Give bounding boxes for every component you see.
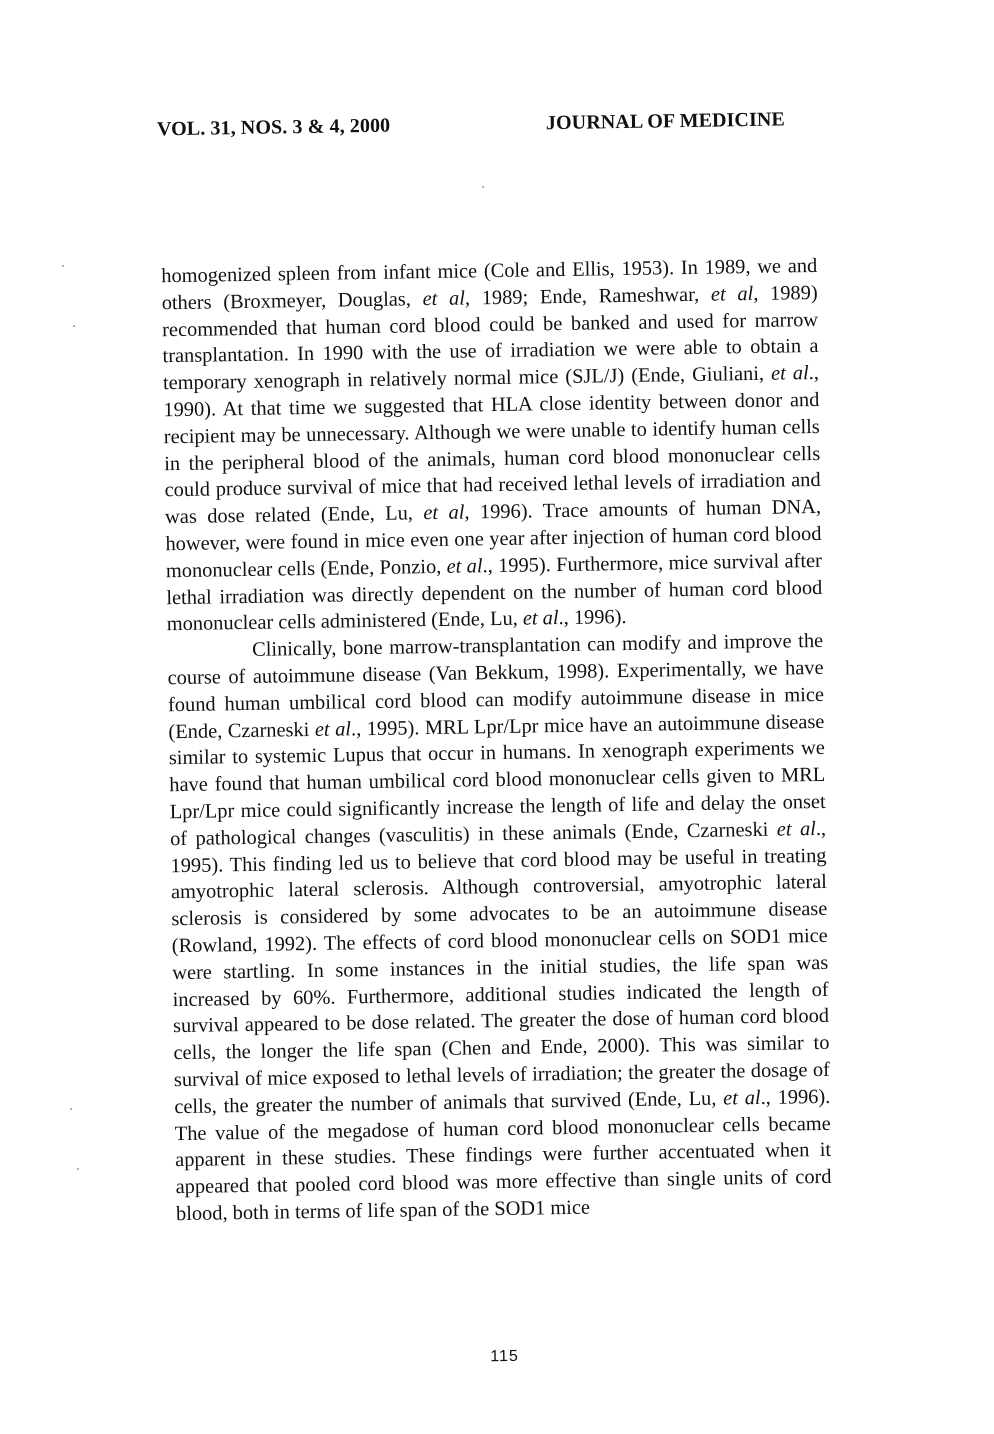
- scan-speck: [62, 265, 64, 267]
- running-header-journal: JOURNAL OF MEDICINE: [545, 108, 786, 135]
- text-run: homogenized spleen from infant mice (Cole and Ellis, 1953). In 1989, we and others (Broxmeyer, Douglas,: [161, 254, 818, 315]
- text-run: ., 1996). The value of the megadose of human cord blood mononuclear cells became apparent in these studies. These findings were further accentuated when it appeared that pooled cord blood was more effective than single units of cord blood, both in terms of life span of the SOD1 mice: [174, 1085, 832, 1226]
- page-number: 115: [490, 1347, 519, 1366]
- scan-speck: [482, 186, 484, 188]
- citation-italic: et al: [770, 362, 809, 385]
- text-run: , 1989) recommended that human cord blood could be banked and used for marrow transplantation. In 1990 with the use of irradiation we were able to obtain a temporary xenograph in relatively normal mice (SJL/J) (Ende, Giuliani,: [161, 281, 819, 395]
- citation-italic: et al: [723, 1086, 761, 1110]
- text-run: , 1989; Ende, Rameshwar,: [464, 283, 712, 310]
- scan-speck: [73, 325, 75, 327]
- scan-speck: [70, 1108, 72, 1110]
- text-run: , 1996). Trace amounts of human DNA, however, were found in mice even one year after injection of human cord blood mononuclear cells (Ende, Ponzio,: [165, 496, 822, 582]
- text-run: ., 1995). Furthermore, mice survival after lethal irradiation was directly dependent on the number of human cord blood mononuclear cells administered (Ende, Lu,: [166, 549, 823, 636]
- text-run: ., 1996).: [558, 606, 627, 630]
- citation-italic: et al: [522, 607, 559, 630]
- body-text: [161, 253, 832, 1228]
- text-run: ., 1990). At that time we suggested that HLA close identity between donor and recipient may be unnecessary. Although we were unable to identify human cells in the peripheral blood of the animals, human cord blood mononuclear cells could produce survival of mice that had received lethal levels of irradiation and was dose related (Ende, Lu,: [163, 362, 821, 529]
- text-run: Clinically, bone marrow-transplantation can modify and improve the course of autoimmune disease (Van Bekkum, 1998). Experimentally, we have found human umbilical cord blood can modify autoimmune disease in mice (Ende, Czarneski: [167, 630, 825, 743]
- text-run: ., 1995). This finding led us to believe that cord blood may be useful in treating amyotrophic lateral sclerosis. Although controversial, amyotrophic lateral sclerosis is considered by some advocates to be an autoimmune disease (Rowland, 1992). The effects of cord blood mononuclear cells on SOD1 mice were startling. In some instances in the initial studies, the life span was increased by 60%. Furthermore, additional studies indicated the length of survival appeared to be dose related. The greater the dose of human cord blood cells, the longer the life span (Chen and Ende, 2000). This was similar to survival of mice exposed to lethal levels of irradiation; the greater the dosage of cells, the greater the number of animals that survived (Ende, Lu,: [170, 817, 831, 1118]
- running-header-volume: VOL. 31, NOS. 3 & 4, 2000: [156, 114, 391, 141]
- scan-speck: [77, 1168, 79, 1170]
- paragraph-2: [167, 628, 832, 1228]
- paragraph-1: [161, 253, 823, 638]
- text-run: ., 1995). MRL Lpr/Lpr mice have an autoimmune disease similar to systemic Lupus that occur in humans. In xenograph experiments we have found that human umbilical cord blood mononuclear cells given to MRL Lpr/Lpr mice could significantly increase the length of life and delay the onset of pathological changes (vasculitis) in these animals (Ende, Czarneski: [168, 710, 826, 850]
- citation-italic: et al: [776, 817, 817, 841]
- citation-italic: et al: [423, 501, 465, 525]
- citation-italic: et al: [422, 287, 466, 310]
- citation-italic: et al: [314, 717, 352, 741]
- citation-italic: et al: [710, 282, 754, 306]
- citation-italic: et al: [446, 555, 483, 578]
